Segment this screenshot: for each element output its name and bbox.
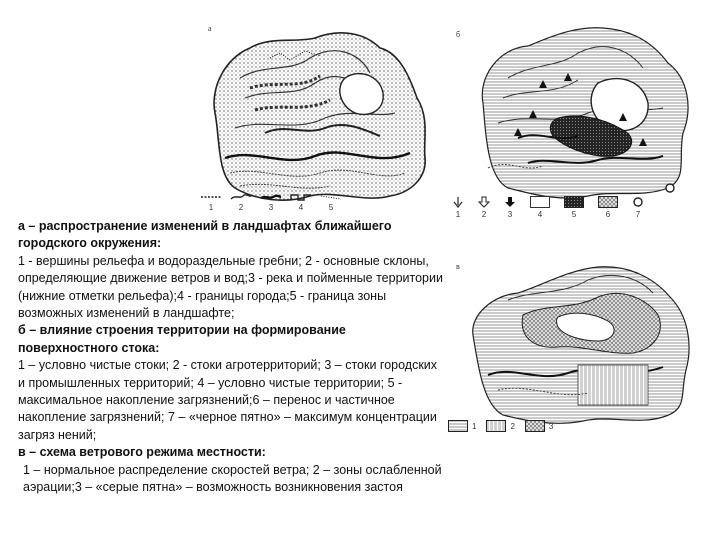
legend-b-swatch-4 — [530, 196, 550, 208]
legend-b-item-4 — [530, 196, 550, 219]
legend-a-label-1: 1 — [208, 203, 214, 212]
legend-b-label-4: 4 — [537, 210, 543, 219]
legend-a-label-4: 4 — [298, 203, 304, 212]
legend-a-symbol-2 — [230, 193, 252, 201]
surface-runoff-map-b — [448, 18, 703, 218]
legend-a-label-3: 3 — [268, 203, 274, 212]
legend-b-label-6: 6 — [605, 210, 611, 219]
legend-b-swatch-5 — [564, 196, 584, 208]
legend-a-item-5 — [320, 193, 342, 212]
caption-c-text: 1 – нормальное распределение скоростей ветра; 2 – зоны ослабленной аэрации;3 – «серые пятна» – возможность возникновения застоя — [23, 462, 442, 495]
landscape-map-a — [195, 18, 435, 218]
legend-c-swatch-2 — [486, 420, 506, 432]
legend-a-symbol-3 — [260, 193, 282, 201]
legend-b-item-5 — [564, 196, 584, 219]
legend-c-item-2 — [486, 420, 514, 432]
panel-c-letter: в — [456, 262, 460, 271]
legend-b-item-2 — [478, 196, 490, 219]
legend-a — [200, 193, 342, 212]
legend-b-label-7: 7 — [635, 210, 641, 219]
arrow-down-outline-icon — [452, 196, 464, 208]
legend-a-symbol-4 — [290, 193, 312, 201]
legend-a-item-2 — [230, 193, 252, 212]
legend-b — [452, 196, 644, 219]
wind-regime-map-c — [448, 255, 703, 440]
legend-b-item-1 — [452, 196, 464, 219]
legend-a-symbol-5 — [320, 193, 342, 201]
legend-b-swatch-6 — [598, 196, 618, 208]
legend-b-item-7 — [632, 196, 644, 219]
legend-a-symbol-1 — [200, 193, 222, 201]
panel-b-letter: б — [456, 30, 461, 39]
legend-c — [448, 420, 553, 432]
caption-a-title: а – распространение изменений в ландшафтах ближайшего городского окружения: — [18, 219, 392, 251]
legend-a-item-3 — [260, 193, 282, 212]
black-spot-circle-icon — [632, 196, 644, 208]
arrow-down-filled-icon — [504, 196, 516, 208]
legend-a-item-4 — [290, 193, 312, 212]
legend-b-item-3 — [504, 196, 516, 219]
legend-c-label-3: 3 — [548, 421, 554, 431]
legend-b-label-1: 1 — [455, 210, 461, 219]
legend-b-label-5: 5 — [571, 210, 577, 219]
caption-a-text: 1 - вершины рельефа и водораздельные гребни; 2 - основные склоны, определяющие движение ветров и вод;3 - река и пойменные территории (нижние отметки рельефа);4 - границы города;5 - граница зоны возможных изменений в ландшафте; — [18, 253, 443, 321]
arrow-down-hollow-icon — [478, 196, 490, 208]
panel-a-letter: а — [208, 24, 212, 33]
legend-b-label-2: 2 — [481, 210, 487, 219]
legend-c-label-2: 2 — [510, 421, 515, 431]
legend-a-item-1 — [200, 193, 222, 212]
legend-b-label-3: 3 — [507, 210, 513, 219]
caption-b-title: б – влияние строения территории на формирование поверхностного стока: — [18, 323, 346, 355]
legend-c-swatch-3 — [525, 420, 545, 432]
legend-b-item-6 — [598, 196, 618, 219]
legend-a-label-5: 5 — [328, 203, 334, 212]
legend-c-item-1 — [448, 420, 476, 432]
legend-c-item-3 — [525, 420, 553, 432]
caption-b-text: 1 – условно чистые стоки; 2 - стоки агротерриторий; 3 – стоки городских и промышленных территорий; 4 – условно чистые территории; 5 - максимальное накопление загрязнений;6 – перенос и частичное накопление загрязнений; 7 – «черное пятно» – максимум концентрации загряз нений; — [18, 358, 438, 442]
legend-a-label-2: 2 — [238, 203, 244, 212]
legend-c-label-1: 1 — [472, 421, 477, 431]
legend-c-swatch-1 — [448, 420, 468, 432]
caption-c-title: в – схема ветрового режима местности: — [18, 445, 266, 460]
figure-caption — [18, 218, 446, 497]
